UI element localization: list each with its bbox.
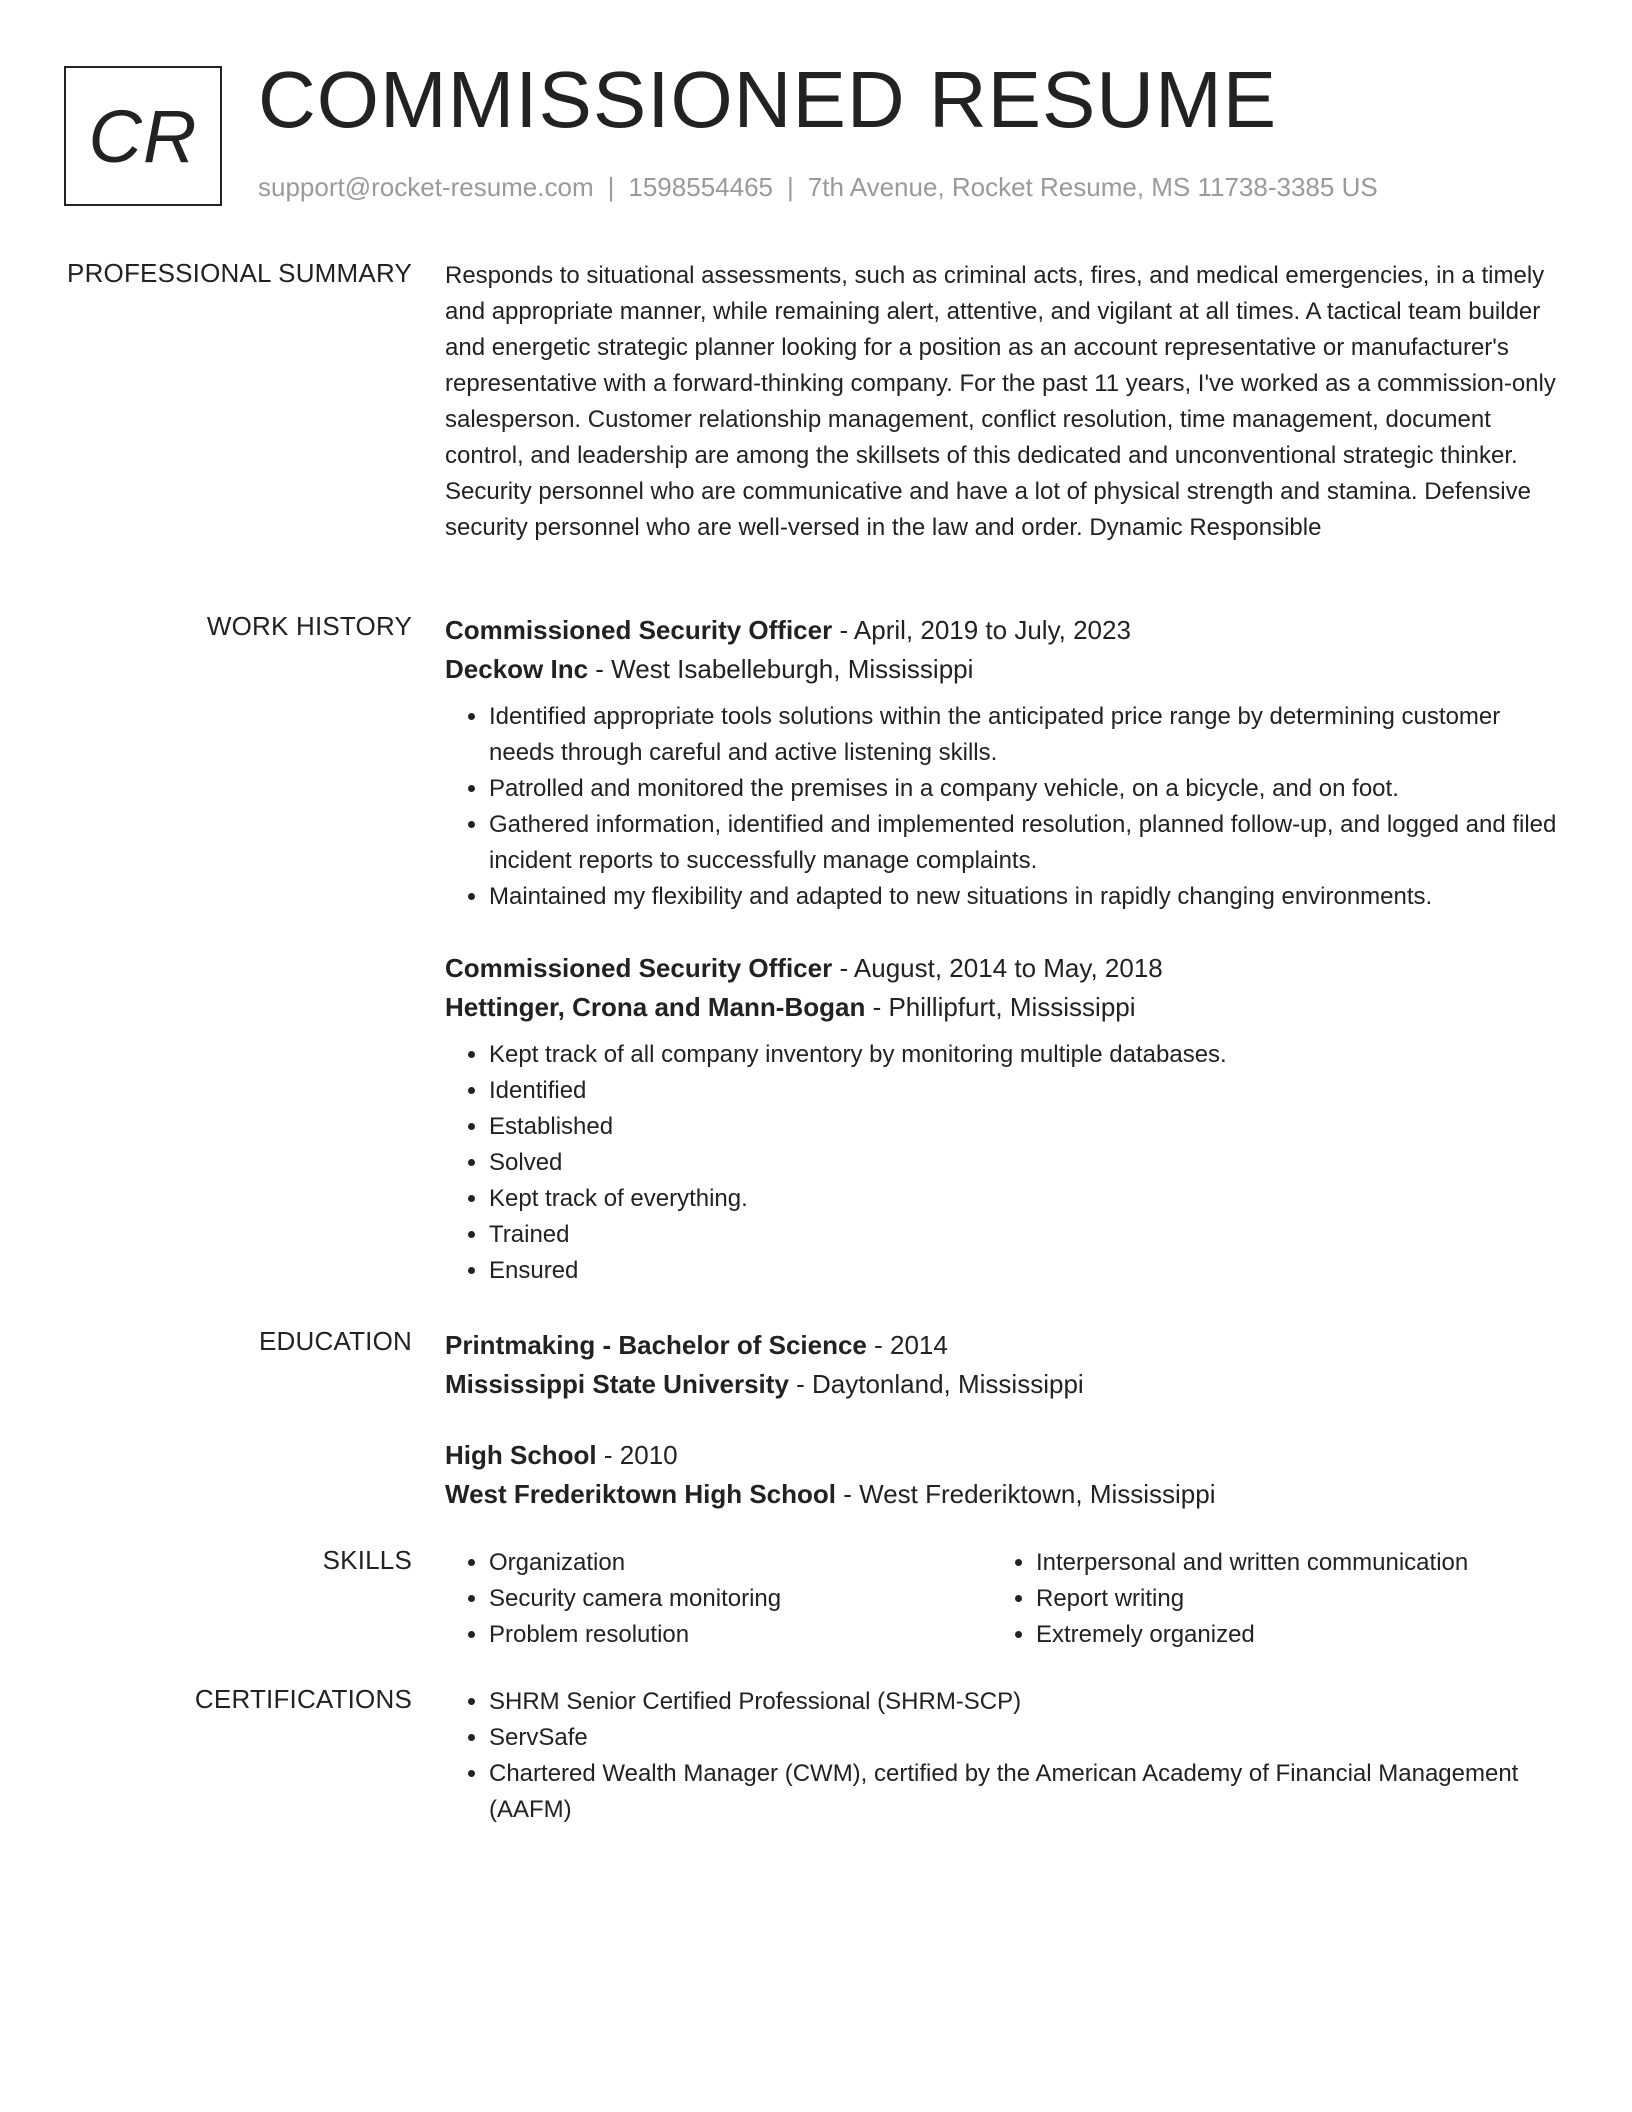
skill-item: • Security camera monitoring	[489, 1581, 992, 1617]
contact-separator: |	[787, 172, 794, 202]
edu-location: - Daytonland, Mississippi	[788, 1369, 1084, 1399]
certification-item: • Chartered Wealth Manager (CWM), certified by the American Academy of Financial Management (AAFM)	[489, 1756, 1565, 1828]
education-entry	[445, 1436, 1565, 1514]
contact-address: 7th Avenue, Rocket Resume, MS 11738-3385 US	[807, 172, 1378, 202]
list-item: • Established	[489, 1109, 1565, 1145]
job-location: - West Isabelleburgh, Mississippi	[588, 654, 974, 684]
job-company: Deckow Inc	[445, 654, 589, 684]
edu-degree: Printmaking - Bachelor of Science	[445, 1330, 867, 1360]
certification-item: • SHRM Senior Certified Professional (SHRM-SCP)	[489, 1684, 1565, 1720]
contact-email[interactable]: support@rocket-resume.com	[258, 172, 594, 202]
edu-degree: High School	[445, 1440, 597, 1470]
edu-school: West Frederiktown High School	[445, 1479, 837, 1509]
section-title: EDUCATION	[259, 1326, 412, 1356]
job-company: Hettinger, Crona and Mann-Bogan	[445, 992, 866, 1022]
contact-separator: |	[607, 172, 615, 202]
section-title: PROFESSIONAL SUMMARY	[67, 258, 412, 288]
job-entry	[445, 611, 1565, 915]
monogram-logo: CR	[64, 66, 222, 206]
skill-item: • Interpersonal and written communication	[1036, 1545, 1539, 1581]
contact-phone[interactable]: 1598554465	[628, 172, 773, 202]
edu-school: Mississippi State University	[445, 1369, 789, 1399]
section-title: SKILLS	[322, 1545, 412, 1575]
list-item: • Ensured	[489, 1253, 1565, 1289]
job-dates: - August, 2014 to May, 2018	[832, 953, 1163, 983]
list-item: • Maintained my flexibility and adapted to new situations in rapidly changing environments.	[489, 879, 1565, 915]
list-item: • Gathered information, identified and implemented resolution, planned follow-up, and logged and filed incident reports to successfully manage complaints.	[489, 807, 1565, 879]
job-bullets	[445, 1037, 1565, 1289]
job-bullets	[445, 699, 1565, 915]
list-item: • Identified appropriate tools solutions within the anticipated price range by determining customer needs through careful and active listening skills.	[489, 699, 1565, 771]
resume-name: COMMISSIONED RESUME	[258, 55, 1278, 144]
list-item: • Trained	[489, 1217, 1565, 1253]
section-title: WORK HISTORY	[206, 611, 412, 641]
education-entry	[445, 1326, 1565, 1404]
summary-text: Responds to situational assessments, such as criminal acts, fires, and medical emergencies, in a timely and appropriate manner, while remaining alert, attentive, and vigilant at all times. A tactical team builder and energetic strategic planner looking for a position as an account representative or manufacturer's representative with a forward-thinking company. For the past 11 years, I've worked as a commission-only salesperson. Customer relationship management, conflict resolution, time management, document control, and leadership are among the skillsets of this dedicated and unconventional strategic thinker. Security personnel who are communicative and have a lot of physical strength and stamina. Defensive security personnel who are well-versed in the law and order. Dynamic Responsible	[445, 262, 1556, 541]
contact-line	[258, 172, 1378, 203]
job-dates: - April, 2019 to July, 2023	[832, 615, 1131, 645]
job-role: Commissioned Security Officer	[445, 953, 833, 983]
edu-year: - 2014	[866, 1330, 948, 1360]
list-item: • Kept track of all company inventory by monitoring multiple databases.	[489, 1037, 1565, 1073]
skill-item: • Extremely organized	[1036, 1617, 1539, 1653]
skill-item: • Problem resolution	[489, 1617, 992, 1653]
certifications-list	[445, 1684, 1565, 1828]
section-title: CERTIFICATIONS	[194, 1684, 412, 1714]
list-item: • Kept track of everything.	[489, 1181, 1565, 1217]
edu-year: - 2010	[596, 1440, 678, 1470]
skill-item: • Organization	[489, 1545, 992, 1581]
edu-location: - West Frederiktown, Mississippi	[836, 1479, 1216, 1509]
job-role: Commissioned Security Officer	[445, 615, 833, 645]
job-entry	[445, 949, 1565, 1289]
list-item: • Solved	[489, 1145, 1565, 1181]
skills-list-left	[445, 1545, 992, 1653]
list-item: • Identified	[489, 1073, 1565, 1109]
certification-item: • ServSafe	[489, 1720, 1565, 1756]
skills-list-right	[992, 1545, 1539, 1653]
list-item: • Patrolled and monitored the premises in a company vehicle, on a bicycle, and on foot.	[489, 771, 1565, 807]
skill-item: • Report writing	[1036, 1581, 1539, 1617]
job-location: - Phillipfurt, Mississippi	[865, 992, 1136, 1022]
